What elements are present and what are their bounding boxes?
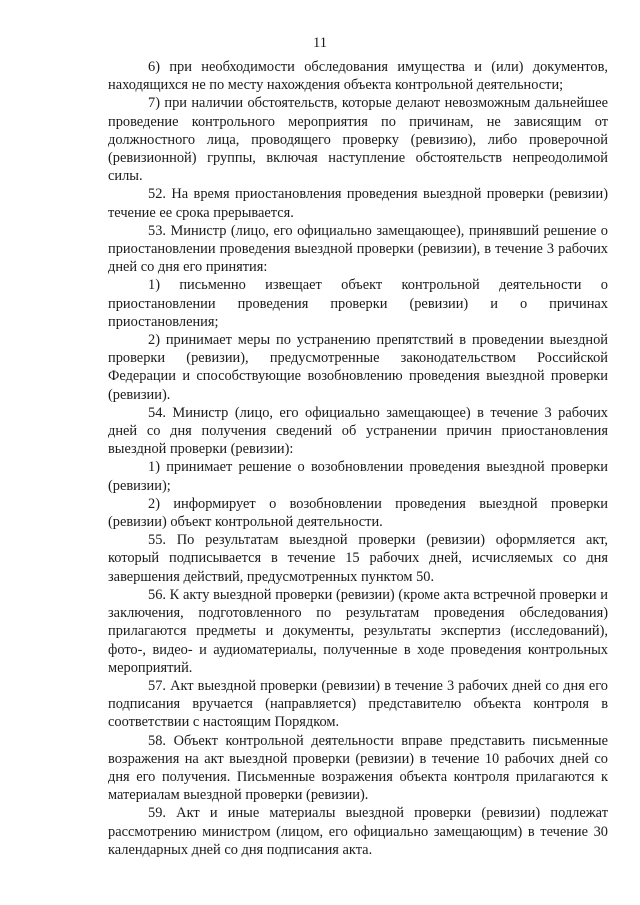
paragraph-53: 53. Министр (лицо, его официально замещающее), принявший решение о приостановлении проведения выездной проверки (ревизии), в течение 3 рабочих дней со дня его принятия: (108, 222, 608, 276)
paragraph-52: 52. На время приостановления проведения выездной проверки (ревизии) течение ее срока прерывается. (108, 186, 608, 221)
paragraph-56: 56. К акту выездной проверки (ревизии) (кроме акта встречной проверки и заключения, подготовленного по результатам проведения обследования) прилагаются предметы и документы, результаты экспертиз (исследований), фото-, видео- и аудиоматериалы, полученные в ходе проведения контрольных мероприятий. (108, 586, 608, 676)
paragraph-item-6: 6) при необходимости обследования имущества и (или) документов, находящихся не по месту нахождения объекта контрольной деятельности; (108, 59, 608, 94)
paragraph-item-7: 7) при наличии обстоятельств, которые делают невозможным дальнейшее проведение контрольного мероприятия по причинам, не зависящим от должностного лица, проводящего проверку (ревизию), либо проверочной (ревизионной) группы, включая наступление обстоятельств непреодолимой силы. (108, 95, 608, 185)
paragraph-55: 55. По результатам выездной проверки (ревизии) оформляется акт, который подписывается в течение 15 рабочих дней, исчисляемых со дня завершения действий, предусмотренных пунктом 50. (108, 532, 608, 585)
document-body (108, 58, 608, 859)
paragraph-58: 58. Объект контрольной деятельности вправе представить письменные возражения на акт выездной проверки (ревизии) в течение 10 рабочих дней со дня его получения. Письменные возражения объекта контроля прилагаются к материалам выездной проверки (ревизии). (108, 732, 608, 804)
paragraph-57: 57. Акт выездной проверки (ревизии) в течение 3 рабочих дней со дня его подписания вручается (направляется) представителю объекта контроля в соответствии с настоящим Порядком. (108, 677, 608, 731)
paragraph-54: 54. Министр (лицо, его официально замещающее) в течение 3 рабочих дней со дня получения сведений об устранении причин приостановления выездной проверки (ревизии): (108, 404, 608, 458)
paragraph-53-item-2: 2) принимает меры по устранению препятствий в проведении выездной проверки (ревизии), предусмотренные законодательством Российской Федерации и способствующие возобновлению проведения выездной проверки (ревизии). (108, 332, 608, 403)
paragraph-53-item-1: 1) письменно извещает объект контрольной деятельности о приостановлении проведения проверки (ревизии) и о причинах приостановления; (108, 277, 608, 330)
paragraph-54-item-2: 2) информирует о возобновлении проведения выездной проверки (ревизии) объект контрольной деятельности. (108, 495, 608, 531)
paragraph-54-item-1: 1) принимает решение о возобновлении проведения выездной проверки (ревизии); (108, 459, 608, 494)
page-number: 11 (313, 35, 327, 51)
paragraph-59: 59. Акт и иные материалы выездной проверки (ревизии) подлежат рассмотрению министром (лицом, его официально замещающим) в течение 30 календарных дней со дня подписания акта. (108, 805, 608, 858)
